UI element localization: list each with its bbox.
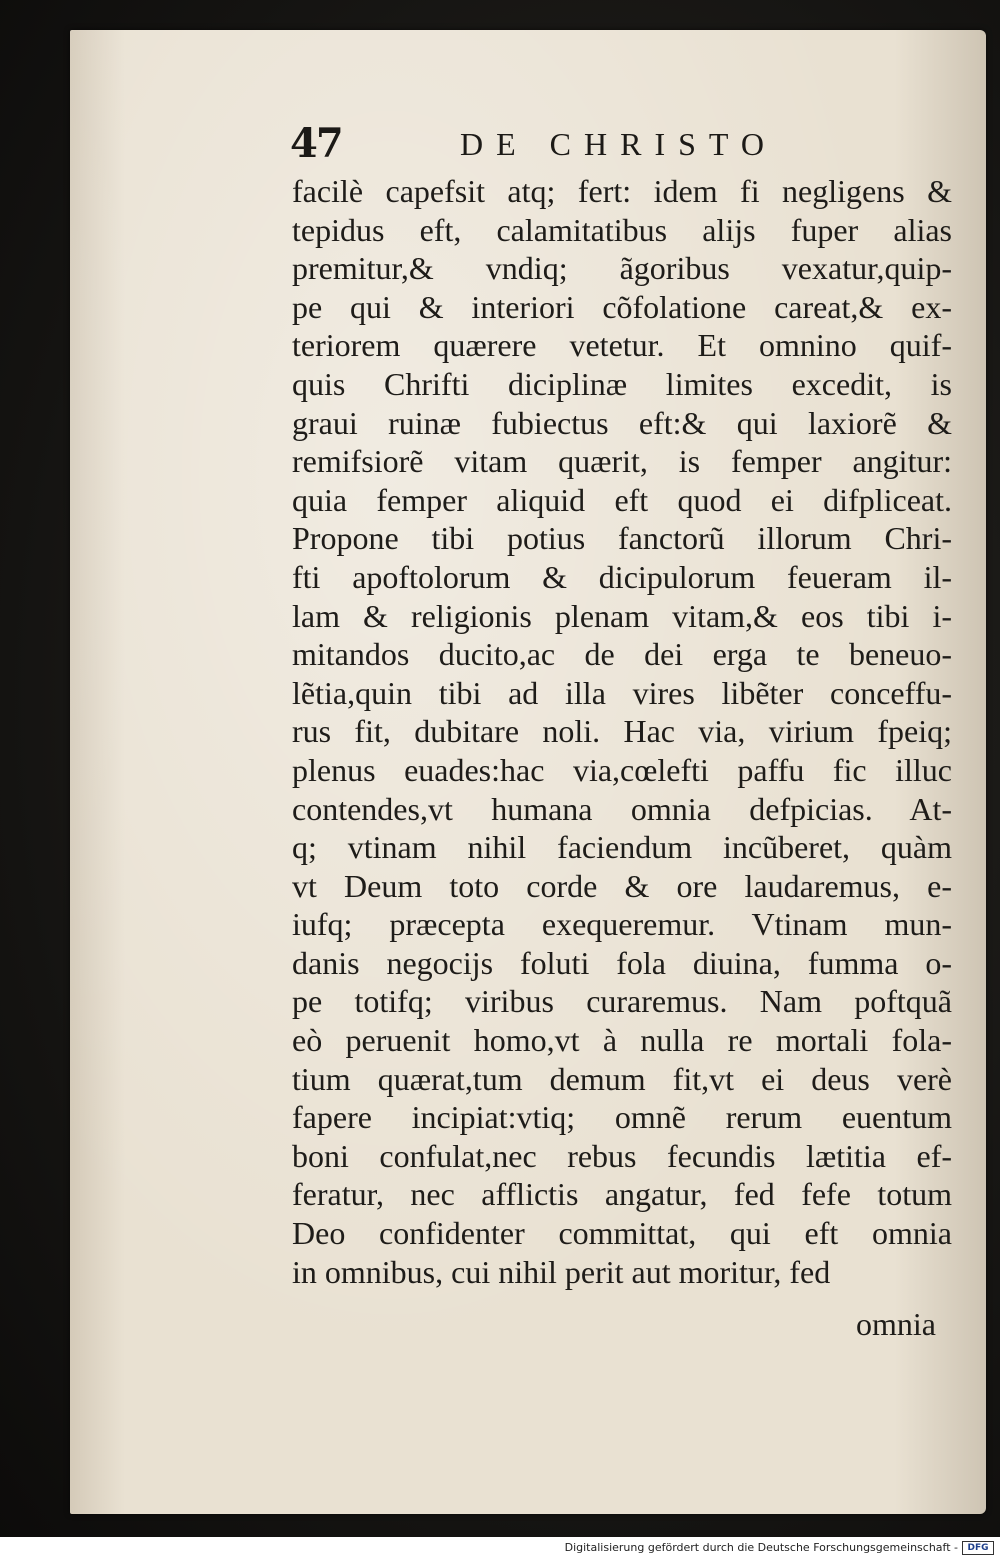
text-line: plenus euades:hac via,cœlefti paffu fic illuc (292, 751, 952, 788)
text-line: feratur, nec afflictis angatur, fed fefe totum (292, 1176, 952, 1213)
text-line: tium quærat,tum demum fit,vt ei deus verè (292, 1060, 952, 1097)
text-line: fapere incipiat:vtiq; omnẽ rerum euentum (292, 1099, 952, 1136)
text-line: Propone tibi potius fanctorũ illorum Chri- (292, 520, 952, 557)
footer-credit: Digitalisierung gefördert durch die Deutsche Forschungsgemeinschaft - (564, 1541, 958, 1554)
text-line: Deo confidenter committat, qui eft omnia (292, 1215, 952, 1252)
body-text (292, 172, 952, 1291)
text-line: contendes,vt humana omnia defpicias. At- (292, 790, 952, 827)
running-head: DE CHRISTO (460, 126, 777, 162)
text-line: quis Chrifti diciplinæ limites excedit, is (292, 365, 952, 402)
text-line: graui ruinæ fubiectus eft:& qui laxiorẽ & (292, 404, 952, 441)
text-line: lam & religionis plenam vitam,& eos tibi i- (292, 597, 952, 634)
text-line: fti apoftolorum & dicipulorum feueram il- (292, 558, 952, 595)
text-line: pe totifq; viribus curaremus. Nam poftquã (292, 983, 952, 1020)
text-line: in omnibus, cui nihil perit aut moritur, fed (292, 1253, 831, 1290)
text-line: mitandos ducito,ac de dei erga te beneuo- (292, 636, 952, 673)
text-line: facilè capefsit atq; fert: idem fi negligens & (292, 173, 952, 209)
text-line: lẽtia,quin tibi ad illa vires libẽter conceffu- (292, 674, 952, 711)
text-line: vt Deum toto corde & ore laudaremus, e- (292, 867, 952, 904)
text-line: premitur,& vndiq; ãgoribus vexatur,quip- (292, 250, 952, 287)
text-line: tepidus eft, calamitatibus alijs fuper alias (292, 211, 952, 248)
text-line: remifsiorẽ vitam quærit, is femper angitur: (292, 443, 952, 480)
catchword: omnia (856, 1306, 936, 1342)
text-line: quia femper aliquid eft quod ei difpliceat. (292, 481, 952, 518)
text-line: q; vtinam nihil faciendum incũberet, quàm (292, 829, 952, 866)
text-line: iufq; præcepta exequeremur. Vtinam mun- (292, 906, 952, 943)
footer-bar (0, 1537, 1000, 1560)
text-line: teriorem quærere vetetur. Et omnino quif- (292, 327, 952, 364)
text-line: rus fit, dubitare noli. Hac via, virium fpeiq; (292, 713, 952, 750)
page-header (290, 120, 850, 172)
text-line: danis negocijs foluti fola diuina, fumma o- (292, 944, 952, 981)
text-line: pe qui & interiori cõfolatione careat,& ex- (292, 288, 952, 325)
dfg-logo: DFG (962, 1541, 994, 1555)
text-line: boni confulat,nec rebus fecundis lætitia ef- (292, 1137, 952, 1174)
text-line: eò peruenit homo,vt à nulla re mortali fola- (292, 1022, 952, 1059)
page-number: 47 (290, 120, 342, 167)
